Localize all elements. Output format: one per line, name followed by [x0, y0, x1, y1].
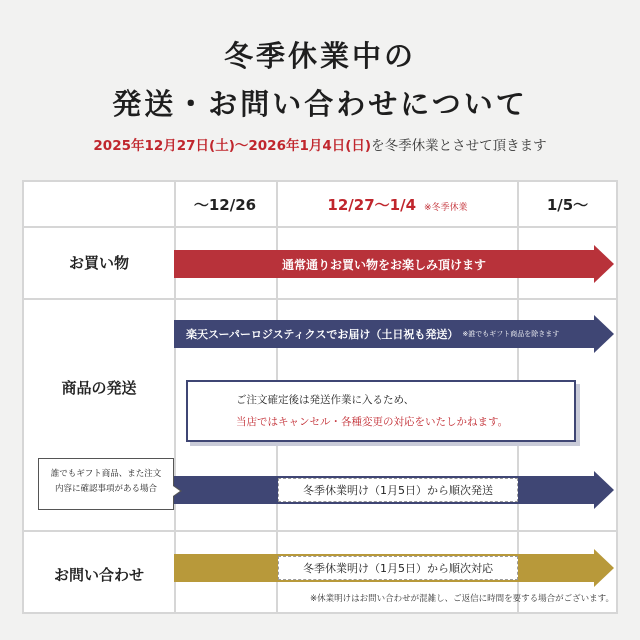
arrow-head-icon — [594, 245, 614, 283]
logistics-arrow-text: 楽天スーパーロジスティクスでお届け（土日祝も発送） — [186, 328, 459, 341]
column-header-holiday-dates: 12/27～1/4 — [327, 196, 417, 214]
callout-line-1: 誰でもギフト商品、また注文 — [50, 469, 162, 479]
row-label-inquiry: お問い合わせ — [53, 566, 144, 584]
page-title-line1: 冬季休業中の — [223, 39, 416, 73]
cancellation-notice — [186, 380, 576, 442]
notice-line-2: 当店ではキャンセル・各種変更の対応をいたしかねます。 — [236, 416, 509, 428]
divider — [24, 298, 616, 300]
shopping-arrow — [174, 250, 594, 278]
gift-order-callout — [38, 458, 174, 510]
holiday-period-text: を冬季休業とさせて頂きます — [371, 138, 547, 154]
column-header-before: ～12/26 — [193, 196, 257, 214]
schedule-table — [22, 180, 618, 614]
column-header-after: 1/5～ — [546, 196, 589, 214]
row-label-shopping: お買い物 — [68, 254, 129, 272]
logistics-arrow — [174, 320, 594, 348]
logistics-arrow-note: ※誰でもギフト商品を除きます — [462, 330, 560, 338]
arrow-head-icon — [594, 315, 614, 353]
gift-shipping-text-box: 冬季休業明け（1月5日）から順次発送 — [278, 478, 518, 502]
row-label-shipping: 商品の発送 — [61, 379, 137, 397]
arrow-head-icon — [594, 549, 614, 587]
notice-line-1: ご注文確定後は発送作業に入るため、 — [236, 394, 415, 406]
callout-pointer-fill — [173, 486, 180, 496]
holiday-period-dates: 2025年12月27日(土)～2026年1月4日(日) — [93, 138, 372, 154]
holiday-period-subtitle — [0, 134, 640, 154]
column-header-holiday-note: ※冬季休業 — [424, 203, 468, 213]
page-title-line2: 発送・お問い合わせについて — [112, 87, 528, 121]
inquiry-footnote: ※休業明けはお問い合わせが混雑し、ご返信に時間を要する場合がございます。 — [310, 594, 614, 604]
arrow-head-icon — [594, 471, 614, 509]
callout-line-2: 内容に確認事項がある場合 — [54, 484, 157, 494]
shopping-arrow-text: 通常通りお買い物をお楽しみ頂けます — [281, 257, 486, 272]
inquiry-text-box: 冬季休業明け（1月5日）から順次対応 — [278, 556, 518, 580]
divider — [24, 530, 616, 532]
column-header-holiday — [278, 182, 517, 228]
